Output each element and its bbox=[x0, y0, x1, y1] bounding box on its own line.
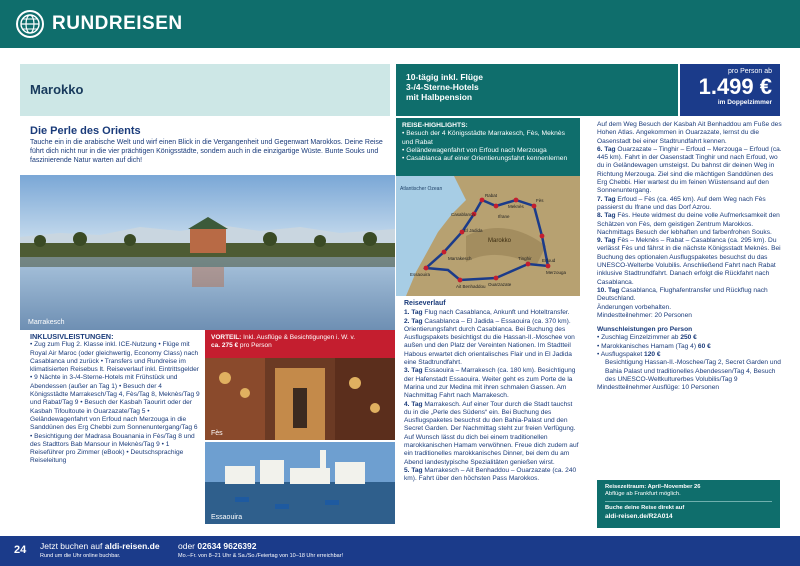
summary-line-1: 10-tägig inkl. Flüge bbox=[406, 72, 483, 82]
highlight-item: • Casablanca auf einer Orientierungsfahrt kennenlernen bbox=[402, 155, 568, 163]
map-label-city: Ouarzazate bbox=[488, 282, 512, 287]
route-map bbox=[396, 176, 580, 296]
highlight-item: • Besuch der 4 Königsstädte Marrakesch, Fès, Meknès und Rabat bbox=[402, 130, 565, 146]
map-label-city: Rabat bbox=[485, 193, 498, 198]
footer-booking: Jetzt buchen auf aldi-reisen.de bbox=[40, 541, 160, 551]
trip-summary-box bbox=[396, 64, 678, 116]
inclusive-text: • Zug zum Flug 2. Klasse inkl. ICE-Nutzung • Flüge mit Royal Air Maroc (oder gleichwertig, Economy Class) nach Casablanca und zurück • Transfers und Rundreise im klimatisierten Reisebus lt. Reiseverlauf inkl. Eintrittsgelder • 9 Nächte in 3-/4-Sterne-Hotels mit Frühstück und Abendessen (außer an Tag 1) • Besuch der 4 Königsstädte Marrakesch/Tag 4, Fès/Tag 8, Meknès/Tag 9 und Rabat/Tag 9 • Besuch der Kasbah Taourirt oder der Kasbah Tifoultoute in Ouarzazate/Tag 5 • Geländewagenfahrt von Erfoud nach Merzouga in die Sanddünen des Erg Chebbi zum Sonnenuntergang/Tag 6 • Besichtigung der Madrasa Bouanania in Fès/Tag 8 und des Stadttors Bab Mansour in Meknès/Tag 9 • 1 Reiseführer pro Zimmer (eBook) • Deutschsprachige Reiseleitung bbox=[30, 341, 200, 465]
itinerary-note: Änderungen vorbehalten. bbox=[597, 303, 672, 311]
subheading: Die Perle des Orients bbox=[30, 125, 141, 137]
itinerary-heading: Reiseverlauf bbox=[404, 300, 446, 307]
fes-photo bbox=[205, 358, 395, 440]
itinerary-day: 8. Tag Fès. Heute widmest du deine volle Aufmerksamkeit den Schätzen von Fès, dem geistigen Zentrum Marokkos. Nachmittags Besuch der lebhaften und farbenfrohen Souks. bbox=[597, 212, 780, 236]
extras-min-participants: Mindestteilnehmer Ausflüge: 10 Personen bbox=[597, 384, 720, 392]
footer-phone-hours: Mo.–Fr. von 8–21 Uhr & Sa./So./Feiertag von 10–18 Uhr erreichbar! bbox=[178, 553, 344, 559]
extras-heading: Wunschleistungen pro Person bbox=[597, 326, 693, 334]
travel-period: Reisezeitraum: April–November 26 bbox=[605, 484, 701, 490]
page-title: Marokko bbox=[30, 82, 84, 97]
map-label-city: Meknès bbox=[508, 204, 524, 209]
extras-package-details: Besichtigung Hassan-II.-Moschee/Tag 2, Secret Garden und Bahia Palast und traditionelles Abendessen/Tag 4, Besuch des UNESCO-Weltkulturerbes Volubilis/Tag 9 bbox=[605, 359, 781, 383]
price-suffix: im Doppelzimmer bbox=[717, 99, 772, 106]
itinerary-day: 3. Tag Essaouira – Marrakesch (ca. 180 km). Besichtigung der Hafenstadt Essaouira. Weiter geht es zum Porte de la Marina und zur Medina mit ihren schmalen Gassen. Am Nachmittag Fahrt nach Marrakesch. bbox=[404, 367, 576, 400]
map-label-city: Fès bbox=[536, 198, 544, 203]
itinerary-continuation: Auf dem Weg Besuch der Kasbah Ait Benhaddou am Fuße des Hohen Atlas. Angekommen in Ouarzazate, lernst du die Oasenstadt bei einer Stadtrundfahrt kennen. bbox=[597, 121, 782, 145]
itinerary-day: 2. Tag Casablanca – El Jadida – Essaouira (ca. 370 km). Orientierungsfahrt durch Casablanca. Bei Buchung des Ausflugspakets besichtigst du die Hassan-II.-Moschee von außen und den Platz der Vereinten Nationen. Im Stadtteil Habous erwartet dich orientalisches Flair und in El Jadida eine Stadtrundfahrt. bbox=[404, 317, 575, 367]
map-label-city: El Jadida bbox=[464, 228, 483, 233]
map-label-city: Tinghir bbox=[518, 256, 532, 261]
vorteil-label: VORTEIL: bbox=[211, 334, 242, 341]
vorteil-box bbox=[205, 330, 395, 358]
extras-item: • Ausflugspaket 120 € bbox=[597, 351, 661, 359]
caption-essaouira: Essaouira bbox=[211, 514, 243, 521]
travel-period-note: Abflüge ab Frankfurt möglich. bbox=[605, 491, 681, 498]
booking-link[interactable]: aldi-reisen.de/R2A014 bbox=[605, 512, 673, 520]
map-label-city: Ifrane bbox=[498, 214, 510, 219]
itinerary-day: 9. Tag Fès – Meknès – Rabat – Casablanca (ca. 295 km). Du verlässt Fès und fährst in die nächste Königsstadt Meknès. Bei Buchung des optionalen Ausflugspaketes besuchst du das UNESCO-Welterbe Volubilis. Anschließend Fahrt nach Rabat inklusive Stadtrundfahrt. Danach erfolgt die Rückfahrt nach Casablanca. bbox=[597, 237, 781, 286]
summary-line-2: 3-/4-Sterne-Hotels bbox=[406, 82, 479, 92]
vorteil-suffix: pro Person bbox=[239, 342, 272, 349]
itinerary-note: Mindestteilnehmer: 20 Personen bbox=[597, 311, 692, 319]
map-label-ocean: Atlantischer Ozean bbox=[400, 186, 443, 192]
footer-bar bbox=[0, 536, 800, 566]
header-bar bbox=[0, 0, 800, 48]
booking-label: Buche deine Reise direkt auf bbox=[605, 505, 685, 512]
map-label-country: Marokko bbox=[488, 238, 512, 244]
footer-phone-number[interactable]: 02634 9626392 bbox=[197, 541, 257, 551]
itinerary-day: 1. Tag Flug nach Casablanca, Ankunft und Hoteltransfer. bbox=[404, 309, 570, 317]
itinerary-day: 4. Tag Marrakesch. Auf einer Tour durch die Stadt tauchst du in die „Perle des Südens“ ein. Bei Buchung des Ausflugspaketes besuchst du den Bahia-Palast und den Secret Garden. Der Nachmittag steht zur freien Verfügung. Auf Wunsch lässt du dich bei einem traditionellen marokkanischen Hamam verwöhnen. Freue dich zudem auf ein traditionelles marokkanisches Dinner, bei dem du am Abend landestypische Spezialitäten genießen wirst. bbox=[404, 400, 579, 466]
page-number: 24 bbox=[14, 544, 27, 556]
itinerary-day: 7. Tag Erfoud – Fès (ca. 465 km). Auf dem Weg nach Fès passierst du Ifrane und das Dorf Azrou. bbox=[597, 195, 766, 211]
marrakesch-photo bbox=[20, 175, 395, 330]
itinerary-day: 5. Tag Marrakesch – Ait Benhaddou – Ouarzazate (ca. 240 km). Fahrt über den höchsten Pass Marokkos. bbox=[404, 466, 577, 483]
inclusive-heading: INKLUSIVLEISTUNGEN: bbox=[30, 332, 114, 341]
highlights-heading: REISE-HIGHLIGHTS: bbox=[402, 122, 468, 129]
itinerary-column-1 bbox=[404, 300, 580, 484]
highlight-item: • Geländewagenfahrt von Erfoud nach Merzouga bbox=[402, 146, 547, 154]
map-label-city: Casablanca bbox=[451, 212, 475, 217]
brand-title: RUNDREISEN bbox=[52, 13, 183, 34]
booking-info-box bbox=[597, 480, 780, 528]
price-prefix: pro Person ab bbox=[728, 68, 772, 75]
footer-site-link[interactable]: aldi-reisen.de bbox=[104, 541, 160, 551]
summary-line-3: mit Halbpension bbox=[406, 92, 473, 102]
map-label-city: Erfoud bbox=[542, 258, 556, 263]
vorteil-text: Inkl. Ausflüge & Besichtigungen i. W. v. bbox=[243, 334, 356, 341]
map-label-city: Merzouga bbox=[546, 270, 567, 275]
extras-item: • Marokkanisches Hamam (Tag 4) 60 € bbox=[597, 342, 711, 350]
map-label-city: Essaouira bbox=[410, 272, 431, 277]
price-value: 1.499 € bbox=[698, 74, 772, 99]
footer-booking-sub: Rund um die Uhr online buchbar. bbox=[40, 553, 121, 559]
map-label-city: Ait Benhaddou bbox=[456, 284, 486, 289]
globe-icon bbox=[16, 10, 44, 38]
highlights-box bbox=[396, 118, 580, 176]
inclusive-services bbox=[30, 333, 200, 466]
intro-text: Tauche ein in die arabische Welt und wirf einen Blick in die Vergangenheit und Gegenwart Marokkos. Deine Reise führt dich nicht nur in die vier prächtigen Königsstädte, sondern auch in die einzigartige Wüste. Bunte Souks und faszinierende Natur warten auf dich! bbox=[30, 139, 383, 164]
itinerary-day: 6. Tag Ouarzazate – Tinghir – Erfoud – Merzouga – Erfoud (ca. 445 km). Fahrt in der Oasenstadt Tinghir und nach Erfoud, wo du in Geländewagen umsteigst. Du bahnst dir deinen Weg in Richtung Merzouga. Ziel sind die mächtigen Sanddünen des Erg Chebbi. Hier wartest du im feinen Wüstensand auf den Sonnenuntergang. bbox=[597, 145, 782, 195]
price-box bbox=[680, 64, 780, 116]
footer-phone: oder 02634 9626392 bbox=[178, 541, 257, 551]
itinerary-column-2 bbox=[597, 121, 783, 393]
caption-marrakesch: Marrakesch bbox=[28, 319, 65, 326]
extras-item: • Zuschlag Einzelzimmer ab 250 € bbox=[597, 334, 697, 342]
map-label-city: Marrakesch bbox=[448, 256, 472, 261]
itinerary-day: 10. Tag Casablanca, Flughafentransfer und Rückflug nach Deutschland. bbox=[597, 286, 768, 303]
vorteil-price: ca. 275 € bbox=[211, 342, 239, 349]
essaouira-photo bbox=[205, 442, 395, 524]
title-box bbox=[20, 64, 390, 116]
caption-fes: Fès bbox=[211, 430, 223, 437]
